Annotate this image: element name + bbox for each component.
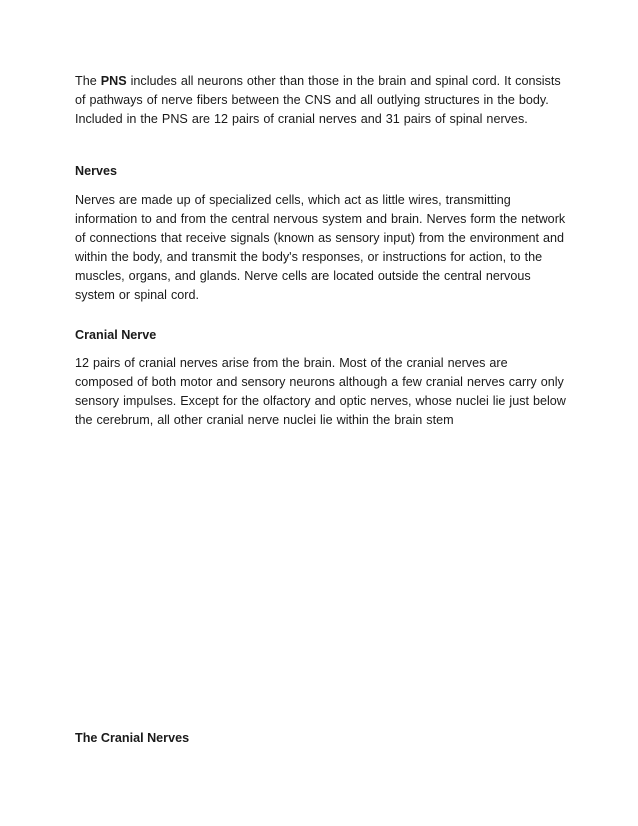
intro-text: includes all neurons other than those in the brain and spinal cord. It consists of pathways of nerve fibers between the CNS and all outlying structures in the body. Included in the PNS are 12 pairs of cranial nerves and 31 pairs of spinal nerves.: [75, 74, 561, 126]
section-heading-cranial-nerve: Cranial Nerve: [75, 328, 157, 342]
section-heading-nerves: Nerves: [75, 164, 118, 178]
section-body-nerves: Nerves are made up of specialized cells, which act as little wires, transmitting information to and from the central nervous system and brain. Nerves form the network of connections that receive signals (known as sensory input) from the environment and within the body, and transmit the body's responses, or instructions for action, to the muscles, organs, and glands. Nerve cells are located outside the central nervous system or spinal cord.: [75, 193, 566, 302]
pns-term: PNS: [100, 74, 127, 88]
intro-prefix: The: [75, 74, 101, 88]
intro-paragraph: [75, 72, 567, 129]
section-heading-the-cranial-nerves: The Cranial Nerves: [75, 731, 190, 745]
section-body-cranial-nerve: 12 pairs of cranial nerves arise from the brain. Most of the cranial nerves are composed of both motor and sensory neurons although a few cranial nerves carry only sensory impulses. Except for the olfactory and optic nerves, whose nuclei lie just below the cerebrum, all other cranial nerve nuclei lie within the brain stem: [75, 356, 566, 427]
